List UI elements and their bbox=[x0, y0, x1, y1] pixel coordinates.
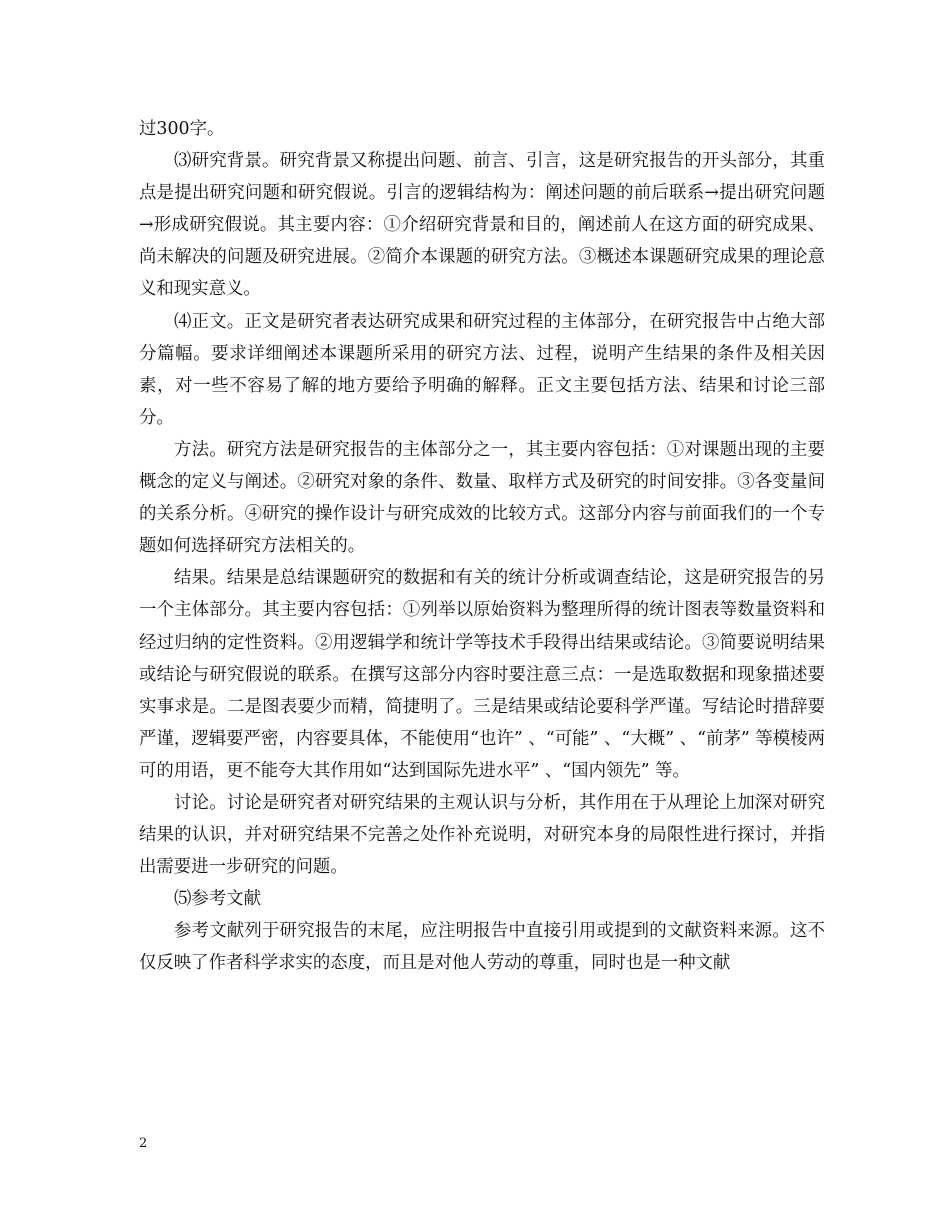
body-text bbox=[139, 113, 825, 980]
page-number: 2 bbox=[139, 1136, 148, 1151]
heading-references: ⑸参考文献 bbox=[174, 889, 261, 910]
paragraph-research-background: ⑶研究背景。研究背景又称提出问题、前言、引言，这是研究报告的开头部分，其重点是提出研究问题和研究假说。引言的逻辑结构为：阐述问题的前后联系→提出研究问题→形成研究假说。其主要内容：①介绍研究背景和目的，阐述前人在这方面的研究成果、尚未解决的问题及研究进展。②简介本课题的研究方法。③概述本课题研究成果的理论意义和现实意义。 bbox=[139, 151, 825, 300]
paragraph-methods: 方法。研究方法是研究报告的主体部分之一，其主要内容包括：①对课题出现的主要概念的定义与阐述。②研究对象的条件、数量、取样方式及研究的时间安排。③各变量间的关系分析。④研究的操作设计与研究成效的比较方式。这部分内容与前面我们的一个专题如何选择研究方法相关的。 bbox=[139, 439, 825, 557]
paragraph-references: 参考文献列于研究报告的末尾，应注明报告中直接引用或提到的文献资料来源。这不仅反映了作者科学求实的态度，而且是对他人劳动的尊重，同时也是一种文献 bbox=[139, 921, 825, 974]
paragraph-discussion: 讨论。讨论是研究者对研究结果的主观认识与分析，其作用在于从理论上加深对研究结果的认识，并对研究结果不完善之处作补充说明，对研究本身的局限性进行探讨，并指出需要进一步研究的问题。 bbox=[139, 792, 825, 878]
paragraph-continuation: 过300字。 bbox=[139, 119, 225, 139]
paragraph-main-text: ⑷正文。正文是研究者表达研究成果和研究过程的主体部分，在研究报告中占绝大部分篇幅。要求详细阐述本课题所采用的研究方法、过程，说明产生结果的条件及相关因素，对一些不容易了解的地方要给予明确的解释。正文主要包括方法、结果和讨论三部分。 bbox=[139, 311, 825, 428]
paragraph-results: 结果。结果是总结课题研究的数据和有关的统计分析或调查结论，这是研究报告的另一个主体部分。其主要内容包括：①列举以原始资料为整理所得的统计图表等数量资料和经过归纳的定性资料。②用逻辑学和统计学等技术手段得出结果或结论。③简要说明结果或结论与研究假说的联系。在撰写这部分内容时要注意三点：一是选取数据和现象描述要实事求是。二是图表要少而精，简捷明了。三是结果或结论要科学严谨。写结论时措辞要严谨，逻辑要严密，内容要具体，不能使用“也许” 、“可能” 、“大概” 、“前茅” 等模棱两可的用语，更不能夸大其作用如“达到国际先进水平” 、“国内领先” 等。 bbox=[139, 568, 825, 781]
